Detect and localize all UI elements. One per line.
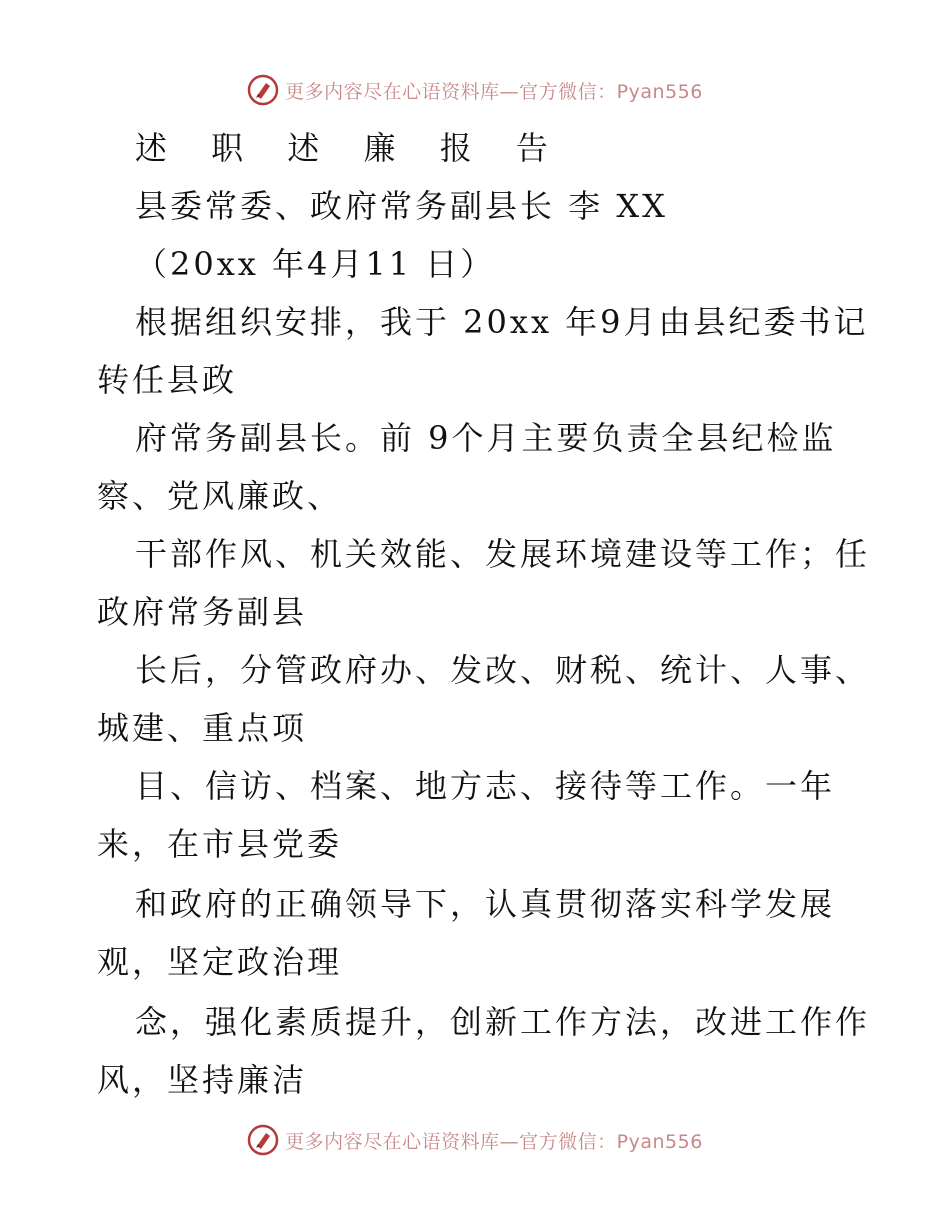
pen-nib-seal-icon <box>247 1124 279 1156</box>
paragraph-line: 长后，分管政府办、发改、财税、统计、人事、 <box>135 651 871 689</box>
document-title: 述 职 述 廉 报 告 <box>135 129 565 167</box>
paragraph-line: 目、信访、档案、地方志、接待等工作。一年 <box>135 767 836 805</box>
paragraph-line: 干部作风、机关效能、发展环境建设等工作；任 <box>135 535 871 573</box>
paragraph-line: 风，坚持廉洁 <box>97 1061 308 1099</box>
paragraph-line: 转任县政 <box>97 361 238 399</box>
footer-banner <box>0 1120 950 1160</box>
paragraph-line: 和政府的正确领导下，认真贯彻落实科学发展 <box>135 885 836 923</box>
header-banner <box>0 70 950 110</box>
paragraph-line: 府常务副县长。前 9个月主要负责全县纪检监 <box>135 419 837 457</box>
paragraph-line: 城建、重点项 <box>97 709 308 747</box>
paragraph-line: 政府常务副县 <box>97 593 308 631</box>
paragraph-line: 来，在市县党委 <box>97 825 343 863</box>
date-line: （20xx 年4月11 日） <box>135 245 496 283</box>
pen-nib-seal-icon <box>247 74 279 106</box>
paragraph-line: 察、党风廉政、 <box>97 477 343 515</box>
paragraph-line: 根据组织安排，我于 20xx 年9月由县纪委书记 <box>135 303 869 341</box>
paragraph-line: 观，坚定政治理 <box>97 943 343 981</box>
banner-text: 更多内容尽在心语资料库—官方微信：Pyan556 <box>285 1130 703 1153</box>
paragraph-line: 念，强化素质提升，创新工作方法，改进工作作 <box>135 1003 871 1041</box>
banner-text: 更多内容尽在心语资料库—官方微信：Pyan556 <box>285 80 703 103</box>
author-line: 县委常委、政府常务副县长 李 XX <box>135 187 668 225</box>
